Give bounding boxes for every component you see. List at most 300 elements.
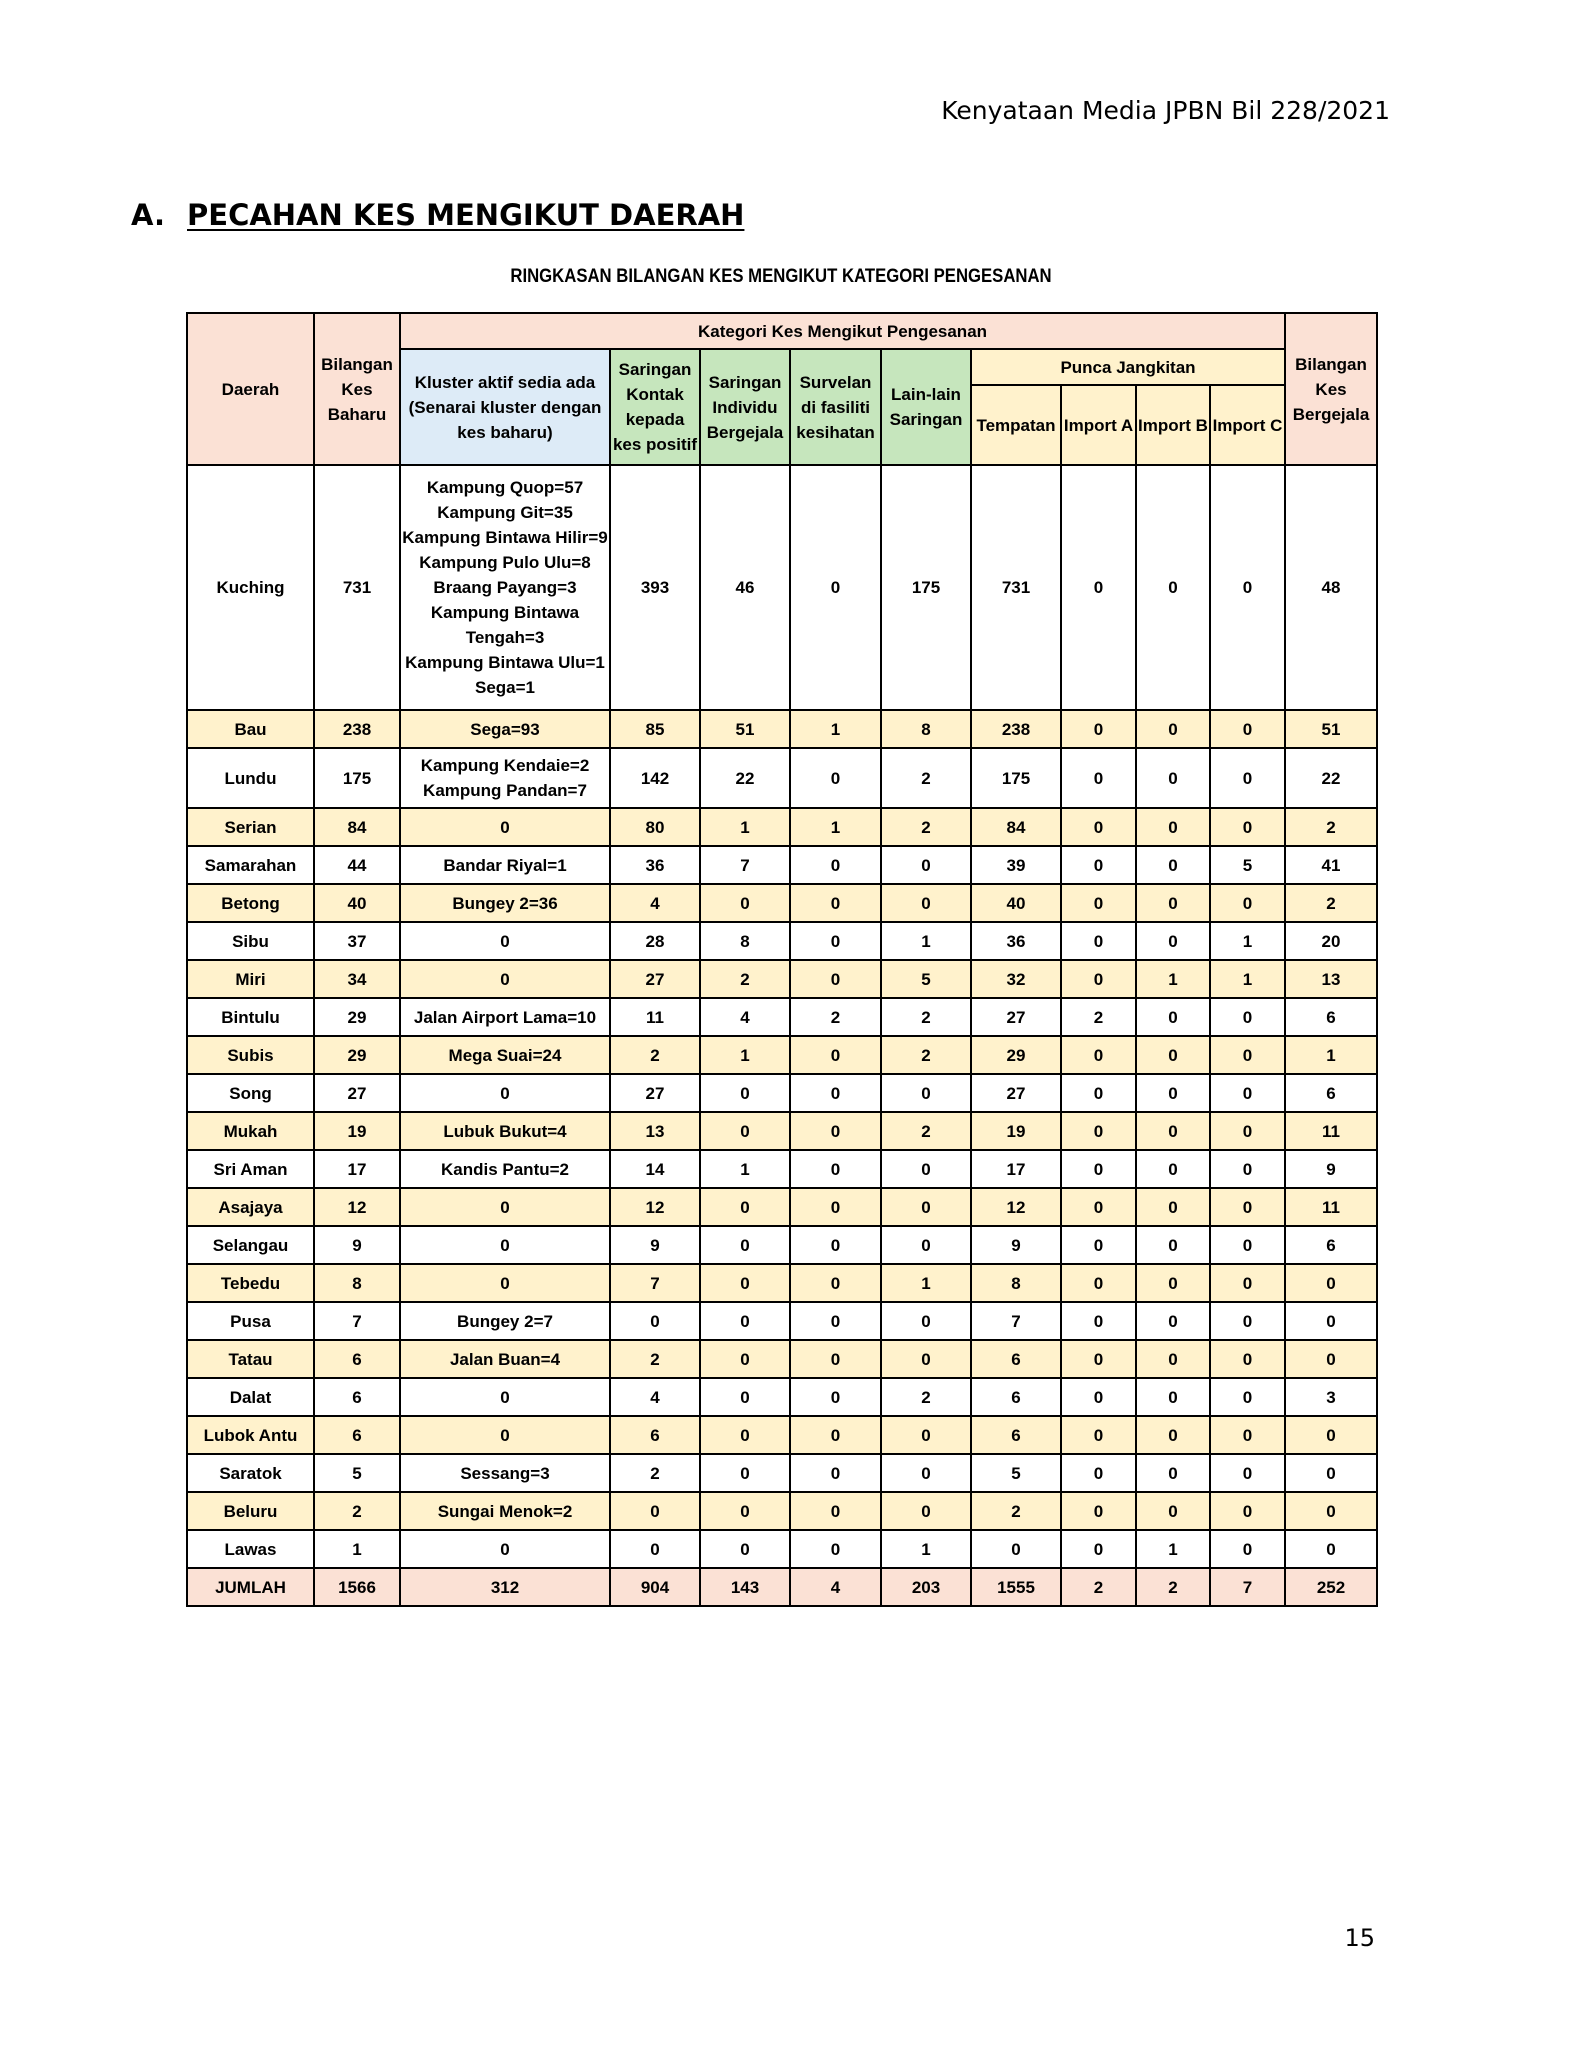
cell-saringan-kontak: 904 bbox=[610, 1568, 700, 1606]
cell-kes-baharu: 29 bbox=[314, 1036, 400, 1074]
cell-kluster: 0 bbox=[400, 808, 610, 846]
cell-daerah: Song bbox=[187, 1074, 314, 1112]
cell-lain-lain: 2 bbox=[881, 1112, 971, 1150]
cell-daerah: Betong bbox=[187, 884, 314, 922]
table-row bbox=[187, 1264, 1377, 1302]
cell-lain-lain: 2 bbox=[881, 748, 971, 808]
table-row bbox=[187, 922, 1377, 960]
cell-daerah: Pusa bbox=[187, 1302, 314, 1340]
cell-kluster: Sessang=3 bbox=[400, 1454, 610, 1492]
cell-saringan-individu: 0 bbox=[700, 1340, 790, 1378]
cell-saringan-individu: 1 bbox=[700, 1036, 790, 1074]
cell-import-c: 0 bbox=[1210, 465, 1285, 710]
cell-tempatan: 19 bbox=[971, 1112, 1061, 1150]
cell-kluster: 312 bbox=[400, 1568, 610, 1606]
cell-import-b: 0 bbox=[1136, 1188, 1210, 1226]
header-bilangan-kes-bergejala: Bilangan Kes Bergejala bbox=[1285, 313, 1377, 465]
cell-kluster: 0 bbox=[400, 1416, 610, 1454]
cell-tempatan: 238 bbox=[971, 710, 1061, 748]
cell-lain-lain: 0 bbox=[881, 1188, 971, 1226]
cell-tempatan: 731 bbox=[971, 465, 1061, 710]
cell-daerah: Saratok bbox=[187, 1454, 314, 1492]
cell-lain-lain: 0 bbox=[881, 1340, 971, 1378]
cell-import-c: 0 bbox=[1210, 808, 1285, 846]
cell-kes-bergejala: 48 bbox=[1285, 465, 1377, 710]
cell-kluster: 0 bbox=[400, 1226, 610, 1264]
cell-saringan-kontak: 13 bbox=[610, 1112, 700, 1150]
page-number: 15 bbox=[1344, 1924, 1375, 1952]
cell-kes-baharu: 9 bbox=[314, 1226, 400, 1264]
table-row bbox=[187, 1340, 1377, 1378]
cell-lain-lain: 0 bbox=[881, 1226, 971, 1264]
cell-survelan: 0 bbox=[790, 1340, 881, 1378]
table-row bbox=[187, 960, 1377, 998]
cell-import-a: 0 bbox=[1061, 960, 1136, 998]
cell-daerah: Selangau bbox=[187, 1226, 314, 1264]
cell-import-b: 0 bbox=[1136, 1112, 1210, 1150]
cell-import-c: 0 bbox=[1210, 1226, 1285, 1264]
cell-kes-bergejala: 0 bbox=[1285, 1492, 1377, 1530]
cell-daerah: Asajaya bbox=[187, 1188, 314, 1226]
document-reference: Kenyataan Media JPBN Bil 228/2021 bbox=[941, 96, 1390, 125]
cell-import-c: 0 bbox=[1210, 1112, 1285, 1150]
cell-kes-baharu: 84 bbox=[314, 808, 400, 846]
cell-import-b: 0 bbox=[1136, 1302, 1210, 1340]
cell-import-b: 0 bbox=[1136, 884, 1210, 922]
cell-survelan: 0 bbox=[790, 1226, 881, 1264]
cell-kluster: Kampung Kendaie=2 Kampung Pandan=7 bbox=[400, 748, 610, 808]
cell-saringan-kontak: 12 bbox=[610, 1188, 700, 1226]
header-kluster: Kluster aktif sedia ada (Senarai kluster dengan kes baharu) bbox=[400, 349, 610, 465]
header-tempatan: Tempatan bbox=[971, 385, 1061, 465]
cell-saringan-kontak: 0 bbox=[610, 1492, 700, 1530]
cell-import-a: 0 bbox=[1061, 1226, 1136, 1264]
cell-tempatan: 7 bbox=[971, 1302, 1061, 1340]
cell-import-c: 0 bbox=[1210, 1264, 1285, 1302]
cell-saringan-kontak: 7 bbox=[610, 1264, 700, 1302]
cell-kluster: Sungai Menok=2 bbox=[400, 1492, 610, 1530]
table-row bbox=[187, 808, 1377, 846]
cell-survelan: 0 bbox=[790, 748, 881, 808]
cell-kes-baharu: 8 bbox=[314, 1264, 400, 1302]
cell-saringan-kontak: 2 bbox=[610, 1454, 700, 1492]
cell-saringan-individu: 4 bbox=[700, 998, 790, 1036]
cell-kluster: Bungey 2=36 bbox=[400, 884, 610, 922]
header-kategori: Kategori Kes Mengikut Pengesanan bbox=[400, 313, 1285, 349]
cell-survelan: 0 bbox=[790, 1036, 881, 1074]
cell-tempatan: 9 bbox=[971, 1226, 1061, 1264]
cell-import-a: 0 bbox=[1061, 1454, 1136, 1492]
cell-import-c: 0 bbox=[1210, 1188, 1285, 1226]
cell-tempatan: 8 bbox=[971, 1264, 1061, 1302]
cell-import-a: 0 bbox=[1061, 1530, 1136, 1568]
table-row bbox=[187, 1036, 1377, 1074]
cell-survelan: 0 bbox=[790, 1416, 881, 1454]
table-row bbox=[187, 1454, 1377, 1492]
cell-import-b: 0 bbox=[1136, 1340, 1210, 1378]
cell-tempatan: 84 bbox=[971, 808, 1061, 846]
header-import-a: Import A bbox=[1061, 385, 1136, 465]
cell-kes-baharu: 6 bbox=[314, 1378, 400, 1416]
cell-kluster: 0 bbox=[400, 1378, 610, 1416]
cell-import-c: 0 bbox=[1210, 1036, 1285, 1074]
cell-kes-bergejala: 13 bbox=[1285, 960, 1377, 998]
cell-import-b: 0 bbox=[1136, 846, 1210, 884]
cell-import-c: 0 bbox=[1210, 1150, 1285, 1188]
cell-import-b: 0 bbox=[1136, 1378, 1210, 1416]
cell-import-a: 0 bbox=[1061, 710, 1136, 748]
cell-import-b: 0 bbox=[1136, 1074, 1210, 1112]
cell-import-b: 0 bbox=[1136, 1226, 1210, 1264]
cell-lain-lain: 8 bbox=[881, 710, 971, 748]
cell-tempatan: 1555 bbox=[971, 1568, 1061, 1606]
table-row bbox=[187, 1492, 1377, 1530]
table-title: RINGKASAN BILANGAN KES MENGIKUT KATEGORI PENGESANAN bbox=[510, 266, 1052, 287]
cell-saringan-individu: 7 bbox=[700, 846, 790, 884]
cell-saringan-kontak: 9 bbox=[610, 1226, 700, 1264]
cell-import-b: 0 bbox=[1136, 1150, 1210, 1188]
cell-lain-lain: 2 bbox=[881, 998, 971, 1036]
cell-kes-baharu: 5 bbox=[314, 1454, 400, 1492]
cell-kes-baharu: 40 bbox=[314, 884, 400, 922]
cell-import-a: 2 bbox=[1061, 998, 1136, 1036]
cell-kluster: Sega=93 bbox=[400, 710, 610, 748]
cell-daerah: Mukah bbox=[187, 1112, 314, 1150]
cell-kes-bergejala: 1 bbox=[1285, 1036, 1377, 1074]
cell-kes-bergejala: 6 bbox=[1285, 1226, 1377, 1264]
cell-lain-lain: 2 bbox=[881, 1036, 971, 1074]
cell-kes-baharu: 6 bbox=[314, 1340, 400, 1378]
cell-tempatan: 29 bbox=[971, 1036, 1061, 1074]
table-row bbox=[187, 1150, 1377, 1188]
cell-daerah: Kuching bbox=[187, 465, 314, 710]
cell-import-a: 0 bbox=[1061, 1188, 1136, 1226]
cell-saringan-kontak: 6 bbox=[610, 1416, 700, 1454]
table-row bbox=[187, 1074, 1377, 1112]
cell-saringan-individu: 0 bbox=[700, 1074, 790, 1112]
cell-survelan: 0 bbox=[790, 1530, 881, 1568]
cell-kluster: Bungey 2=7 bbox=[400, 1302, 610, 1340]
cell-saringan-kontak: 4 bbox=[610, 884, 700, 922]
cell-kes-bergejala: 6 bbox=[1285, 998, 1377, 1036]
cell-kes-bergejala: 20 bbox=[1285, 922, 1377, 960]
table-row bbox=[187, 1112, 1377, 1150]
cell-kes-baharu: 12 bbox=[314, 1188, 400, 1226]
table-row bbox=[187, 710, 1377, 748]
cell-survelan: 4 bbox=[790, 1568, 881, 1606]
cell-daerah: Subis bbox=[187, 1036, 314, 1074]
cell-saringan-kontak: 27 bbox=[610, 960, 700, 998]
table-row bbox=[187, 1378, 1377, 1416]
cell-import-b: 1 bbox=[1136, 1530, 1210, 1568]
cell-tempatan: 6 bbox=[971, 1416, 1061, 1454]
cell-kes-baharu: 17 bbox=[314, 1150, 400, 1188]
header-saringan-individu: Saringan Individu Bergejala bbox=[700, 349, 790, 465]
cell-kes-baharu: 29 bbox=[314, 998, 400, 1036]
cell-survelan: 0 bbox=[790, 1378, 881, 1416]
cell-kes-bergejala: 11 bbox=[1285, 1188, 1377, 1226]
cell-daerah: Bau bbox=[187, 710, 314, 748]
section-number: A. bbox=[131, 198, 165, 232]
table-row bbox=[187, 1226, 1377, 1264]
cell-saringan-individu: 0 bbox=[700, 1302, 790, 1340]
section-title: PECAHAN KES MENGIKUT DAERAH bbox=[187, 198, 745, 232]
cell-import-b: 0 bbox=[1136, 808, 1210, 846]
table-row bbox=[187, 1302, 1377, 1340]
cell-import-b: 0 bbox=[1136, 748, 1210, 808]
cell-import-a: 0 bbox=[1061, 1074, 1136, 1112]
cell-survelan: 1 bbox=[790, 710, 881, 748]
cell-survelan: 0 bbox=[790, 465, 881, 710]
cell-survelan: 0 bbox=[790, 846, 881, 884]
cell-kluster: 0 bbox=[400, 960, 610, 998]
cell-survelan: 0 bbox=[790, 1302, 881, 1340]
cell-survelan: 0 bbox=[790, 960, 881, 998]
cell-kes-bergejala: 51 bbox=[1285, 710, 1377, 748]
cell-import-c: 1 bbox=[1210, 960, 1285, 998]
cell-tempatan: 27 bbox=[971, 1074, 1061, 1112]
cell-kluster: Jalan Buan=4 bbox=[400, 1340, 610, 1378]
table-row bbox=[187, 748, 1377, 808]
cell-daerah: Samarahan bbox=[187, 846, 314, 884]
cell-kes-baharu: 175 bbox=[314, 748, 400, 808]
cell-kluster: Mega Suai=24 bbox=[400, 1036, 610, 1074]
cell-kluster: Jalan Airport Lama=10 bbox=[400, 998, 610, 1036]
cell-kes-baharu: 1566 bbox=[314, 1568, 400, 1606]
cell-survelan: 2 bbox=[790, 998, 881, 1036]
cell-saringan-kontak: 2 bbox=[610, 1036, 700, 1074]
cell-tempatan: 175 bbox=[971, 748, 1061, 808]
cell-saringan-kontak: 80 bbox=[610, 808, 700, 846]
cell-import-c: 0 bbox=[1210, 710, 1285, 748]
cell-import-b: 0 bbox=[1136, 1264, 1210, 1302]
cell-survelan: 0 bbox=[790, 1492, 881, 1530]
cell-saringan-individu: 0 bbox=[700, 884, 790, 922]
cell-kes-baharu: 44 bbox=[314, 846, 400, 884]
cell-survelan: 0 bbox=[790, 1150, 881, 1188]
cell-tempatan: 36 bbox=[971, 922, 1061, 960]
cell-kes-baharu: 37 bbox=[314, 922, 400, 960]
table-row bbox=[187, 884, 1377, 922]
cell-kes-bergejala: 6 bbox=[1285, 1074, 1377, 1112]
cell-survelan: 0 bbox=[790, 1074, 881, 1112]
cell-kes-bergejala: 252 bbox=[1285, 1568, 1377, 1606]
cell-import-c: 0 bbox=[1210, 1454, 1285, 1492]
cell-tempatan: 17 bbox=[971, 1150, 1061, 1188]
cell-import-a: 0 bbox=[1061, 1150, 1136, 1188]
cell-saringan-kontak: 11 bbox=[610, 998, 700, 1036]
cell-kluster: Kandis Pantu=2 bbox=[400, 1150, 610, 1188]
cell-saringan-individu: 0 bbox=[700, 1112, 790, 1150]
cell-daerah: JUMLAH bbox=[187, 1568, 314, 1606]
cell-import-a: 0 bbox=[1061, 846, 1136, 884]
cell-kes-baharu: 731 bbox=[314, 465, 400, 710]
cell-kes-bergejala: 0 bbox=[1285, 1530, 1377, 1568]
cell-daerah: Lubok Antu bbox=[187, 1416, 314, 1454]
header-saringan-kontak: Saringan Kontak kepada kes positif bbox=[610, 349, 700, 465]
cell-saringan-individu: 143 bbox=[700, 1568, 790, 1606]
cell-kes-bergejala: 0 bbox=[1285, 1264, 1377, 1302]
cell-kes-baharu: 34 bbox=[314, 960, 400, 998]
cell-import-b: 0 bbox=[1136, 710, 1210, 748]
cell-saringan-individu: 0 bbox=[700, 1492, 790, 1530]
cell-tempatan: 39 bbox=[971, 846, 1061, 884]
cell-import-b: 0 bbox=[1136, 465, 1210, 710]
cell-kes-baharu: 27 bbox=[314, 1074, 400, 1112]
cell-survelan: 0 bbox=[790, 1112, 881, 1150]
cell-kluster: 0 bbox=[400, 1530, 610, 1568]
cell-kluster: 0 bbox=[400, 1074, 610, 1112]
cell-import-a: 0 bbox=[1061, 1264, 1136, 1302]
cell-daerah: Lawas bbox=[187, 1530, 314, 1568]
cell-lain-lain: 2 bbox=[881, 1378, 971, 1416]
cell-tempatan: 40 bbox=[971, 884, 1061, 922]
cell-import-a: 0 bbox=[1061, 922, 1136, 960]
cell-saringan-kontak: 36 bbox=[610, 846, 700, 884]
cell-lain-lain: 0 bbox=[881, 1454, 971, 1492]
cell-import-a: 0 bbox=[1061, 1416, 1136, 1454]
cell-daerah: Dalat bbox=[187, 1378, 314, 1416]
cell-daerah: Serian bbox=[187, 808, 314, 846]
cell-kluster: 0 bbox=[400, 1188, 610, 1226]
cell-lain-lain: 0 bbox=[881, 1150, 971, 1188]
cell-import-a: 0 bbox=[1061, 1492, 1136, 1530]
cell-saringan-individu: 0 bbox=[700, 1416, 790, 1454]
cell-kes-bergejala: 9 bbox=[1285, 1150, 1377, 1188]
cell-import-c: 0 bbox=[1210, 884, 1285, 922]
cell-tempatan: 0 bbox=[971, 1530, 1061, 1568]
cell-kluster: Bandar Riyal=1 bbox=[400, 846, 610, 884]
cell-saringan-individu: 0 bbox=[700, 1454, 790, 1492]
cell-saringan-kontak: 0 bbox=[610, 1530, 700, 1568]
cell-kes-baharu: 1 bbox=[314, 1530, 400, 1568]
cell-import-a: 0 bbox=[1061, 1036, 1136, 1074]
cell-import-b: 0 bbox=[1136, 1036, 1210, 1074]
cell-kes-bergejala: 11 bbox=[1285, 1112, 1377, 1150]
cell-daerah: Lundu bbox=[187, 748, 314, 808]
cell-import-c: 0 bbox=[1210, 1340, 1285, 1378]
cell-saringan-individu: 0 bbox=[700, 1226, 790, 1264]
cell-daerah: Bintulu bbox=[187, 998, 314, 1036]
header-import-b: Import B bbox=[1136, 385, 1210, 465]
cell-saringan-individu: 0 bbox=[700, 1188, 790, 1226]
total-row bbox=[187, 1568, 1377, 1606]
cell-import-c: 0 bbox=[1210, 748, 1285, 808]
cell-lain-lain: 2 bbox=[881, 808, 971, 846]
cell-saringan-individu: 1 bbox=[700, 808, 790, 846]
cell-lain-lain: 0 bbox=[881, 1416, 971, 1454]
cell-daerah: Sri Aman bbox=[187, 1150, 314, 1188]
cell-daerah: Miri bbox=[187, 960, 314, 998]
cell-saringan-kontak: 28 bbox=[610, 922, 700, 960]
cell-import-a: 0 bbox=[1061, 808, 1136, 846]
cell-survelan: 1 bbox=[790, 808, 881, 846]
cell-kes-bergejala: 2 bbox=[1285, 808, 1377, 846]
cell-import-c: 7 bbox=[1210, 1568, 1285, 1606]
cell-kes-bergejala: 0 bbox=[1285, 1416, 1377, 1454]
header-lain-lain: Lain-lain Saringan bbox=[881, 349, 971, 465]
cell-kes-baharu: 2 bbox=[314, 1492, 400, 1530]
cell-import-b: 0 bbox=[1136, 922, 1210, 960]
cell-saringan-individu: 51 bbox=[700, 710, 790, 748]
cell-import-c: 5 bbox=[1210, 846, 1285, 884]
cell-import-c: 0 bbox=[1210, 1416, 1285, 1454]
cell-lain-lain: 5 bbox=[881, 960, 971, 998]
cell-saringan-individu: 0 bbox=[700, 1378, 790, 1416]
cell-kes-baharu: 7 bbox=[314, 1302, 400, 1340]
cell-import-c: 0 bbox=[1210, 1492, 1285, 1530]
cell-kes-bergejala: 0 bbox=[1285, 1302, 1377, 1340]
cell-import-b: 0 bbox=[1136, 1416, 1210, 1454]
cell-survelan: 0 bbox=[790, 1264, 881, 1302]
cell-kluster: Lubuk Bukut=4 bbox=[400, 1112, 610, 1150]
cell-tempatan: 27 bbox=[971, 998, 1061, 1036]
header-bilangan-kes-baharu: Bilangan Kes Baharu bbox=[314, 313, 400, 465]
cell-survelan: 0 bbox=[790, 1188, 881, 1226]
cell-saringan-kontak: 393 bbox=[610, 465, 700, 710]
cell-lain-lain: 1 bbox=[881, 922, 971, 960]
cell-saringan-kontak: 85 bbox=[610, 710, 700, 748]
cell-import-a: 0 bbox=[1061, 1378, 1136, 1416]
cell-daerah: Beluru bbox=[187, 1492, 314, 1530]
cell-import-c: 0 bbox=[1210, 1378, 1285, 1416]
cell-kes-baharu: 19 bbox=[314, 1112, 400, 1150]
cell-import-b: 0 bbox=[1136, 1492, 1210, 1530]
cell-saringan-individu: 0 bbox=[700, 1530, 790, 1568]
cell-kes-bergejala: 0 bbox=[1285, 1454, 1377, 1492]
cell-tempatan: 6 bbox=[971, 1378, 1061, 1416]
cell-survelan: 0 bbox=[790, 884, 881, 922]
cases-table bbox=[186, 312, 1378, 1607]
cell-import-a: 0 bbox=[1061, 1302, 1136, 1340]
cell-daerah: Tatau bbox=[187, 1340, 314, 1378]
cell-saringan-kontak: 0 bbox=[610, 1302, 700, 1340]
cell-saringan-kontak: 14 bbox=[610, 1150, 700, 1188]
cell-daerah: Tebedu bbox=[187, 1264, 314, 1302]
cell-import-a: 0 bbox=[1061, 884, 1136, 922]
cell-kes-bergejala: 22 bbox=[1285, 748, 1377, 808]
header-daerah: Daerah bbox=[187, 313, 314, 465]
cell-saringan-individu: 2 bbox=[700, 960, 790, 998]
cell-tempatan: 12 bbox=[971, 1188, 1061, 1226]
cell-import-c: 0 bbox=[1210, 1530, 1285, 1568]
cell-saringan-individu: 1 bbox=[700, 1150, 790, 1188]
cell-import-a: 0 bbox=[1061, 1340, 1136, 1378]
table-row bbox=[187, 1530, 1377, 1568]
cell-tempatan: 5 bbox=[971, 1454, 1061, 1492]
cell-import-b: 1 bbox=[1136, 960, 1210, 998]
cell-import-a: 2 bbox=[1061, 1568, 1136, 1606]
cell-daerah: Sibu bbox=[187, 922, 314, 960]
table-body bbox=[187, 465, 1377, 1606]
cell-import-a: 0 bbox=[1061, 465, 1136, 710]
cell-import-a: 0 bbox=[1061, 748, 1136, 808]
header-punca-jangkitan: Punca Jangkitan bbox=[971, 349, 1285, 385]
cell-saringan-individu: 8 bbox=[700, 922, 790, 960]
cell-tempatan: 6 bbox=[971, 1340, 1061, 1378]
cell-kes-baharu: 238 bbox=[314, 710, 400, 748]
cell-import-a: 0 bbox=[1061, 1112, 1136, 1150]
cell-lain-lain: 0 bbox=[881, 1074, 971, 1112]
table-row bbox=[187, 1416, 1377, 1454]
cell-kes-bergejala: 3 bbox=[1285, 1378, 1377, 1416]
cell-lain-lain: 203 bbox=[881, 1568, 971, 1606]
table-row bbox=[187, 1188, 1377, 1226]
cell-import-c: 0 bbox=[1210, 998, 1285, 1036]
cell-import-b: 0 bbox=[1136, 1454, 1210, 1492]
cell-import-b: 2 bbox=[1136, 1568, 1210, 1606]
cell-lain-lain: 0 bbox=[881, 846, 971, 884]
